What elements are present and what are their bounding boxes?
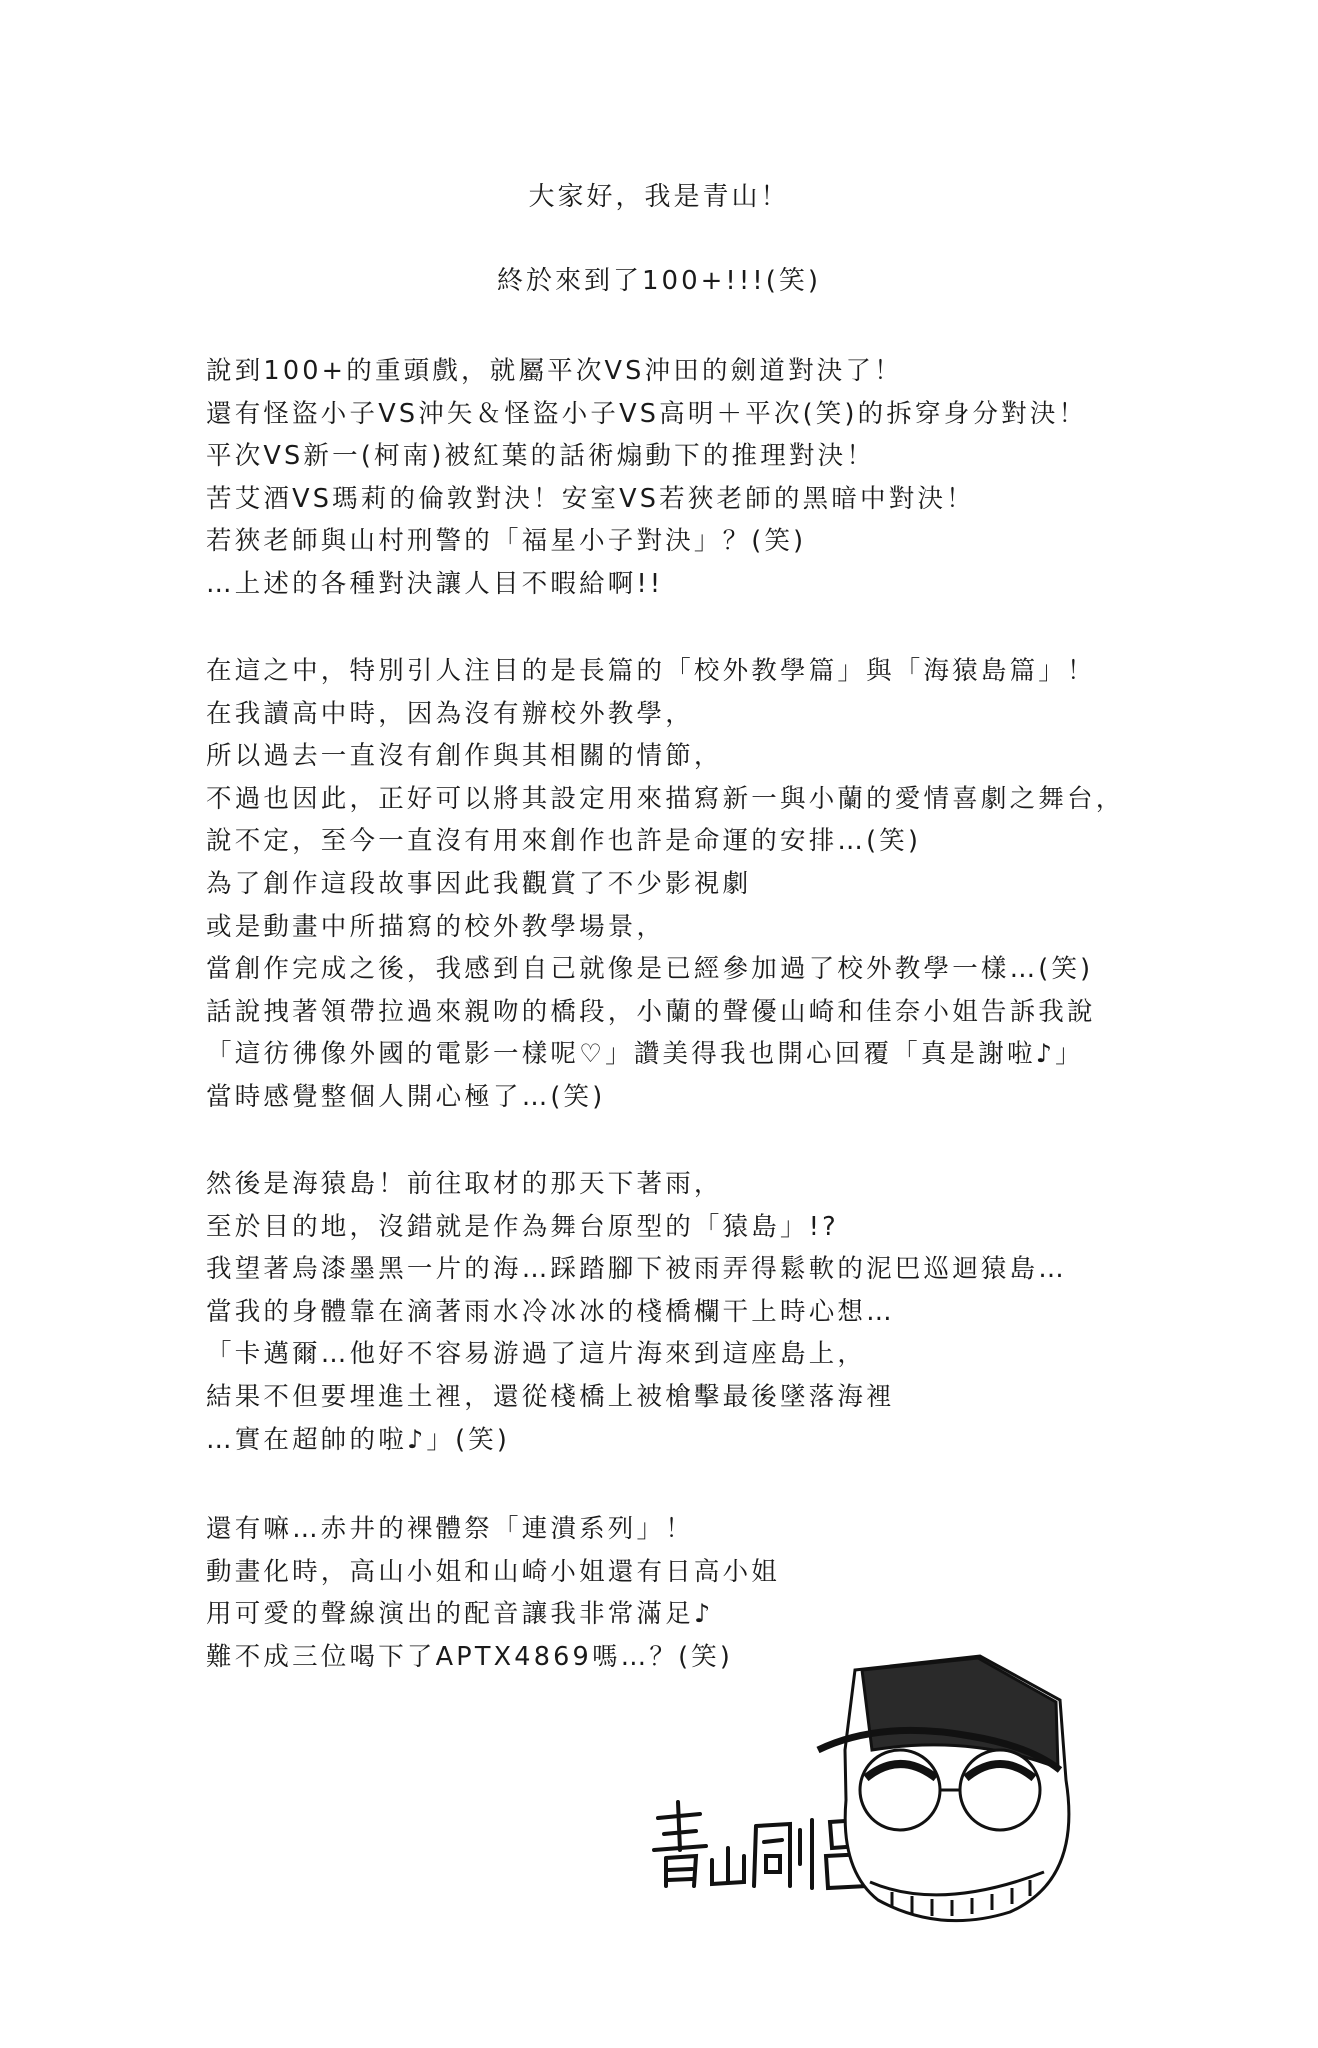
text-line: 還有嘛…赤井的裸體祭「連潰系列」！ bbox=[206, 1514, 694, 1544]
paragraph-3 bbox=[206, 1163, 1206, 1461]
text-line: 用可愛的聲線演出的配音讓我非常滿足♪ bbox=[206, 1599, 714, 1630]
text-line: 還有怪盜小子VS沖矢＆怪盜小子VS高明＋平次(笑)的拆穿身分對決！ bbox=[206, 398, 1088, 429]
cartoon-face-icon bbox=[818, 1656, 1069, 1921]
text-line: 平次VS新一(柯南)被紅葉的話術煽動下的推理對決！ bbox=[206, 441, 876, 472]
text-line: 不過也因此，正好可以將其設定用來描寫新一與小蘭的愛情喜劇之舞台， bbox=[206, 783, 1125, 814]
text-line: …上述的各種對決讓人目不暇給啊!! bbox=[206, 568, 664, 599]
text-line: 難不成三位喝下了APTX4869嗎…？(笑) bbox=[206, 1641, 734, 1672]
author-signature-self-portrait bbox=[640, 1650, 1120, 1950]
text-line: …實在超帥的啦♪」(笑) bbox=[206, 1424, 511, 1455]
text-line: 在我讀高中時，因為沒有辦校外教學， bbox=[206, 698, 694, 729]
text-line: 然後是海猿島！前往取材的那天下著雨， bbox=[206, 1169, 723, 1199]
text-line: 當創作完成之後，我感到自己就像是已經參加過了校外教學一樣…(笑) bbox=[206, 954, 1094, 985]
text-line: 動畫化時，高山小姐和山崎小姐還有日高小姐 bbox=[206, 1556, 781, 1587]
handwritten-signature bbox=[654, 1802, 876, 1892]
text-line: 或是動畫中所描寫的校外教學場景， bbox=[206, 911, 666, 942]
text-line: 至於目的地，沒錯就是作為舞台原型的「猿島」!? bbox=[206, 1211, 839, 1242]
text-line: 若狹老師與山村刑警的「福星小子對決」？(笑) bbox=[206, 526, 807, 557]
subtitle: 終於來到了100+!!!(笑) bbox=[497, 266, 821, 296]
text-line: 苦艾酒VS瑪莉的倫敦對決！安室VS若狹老師的黑暗中對決！ bbox=[206, 483, 975, 514]
text-line: 所以過去一直沒有創作與其相關的情節， bbox=[206, 741, 723, 772]
text-line: 為了創作這段故事因此我觀賞了不少影視劇 bbox=[206, 868, 752, 899]
text-line: 當時感覺整個人開心極了…(笑) bbox=[206, 1081, 606, 1112]
text-line: 說到100+的重頭戲，就屬平次VS沖田的劍道對決了！ bbox=[206, 356, 903, 386]
paragraph-1 bbox=[206, 350, 1206, 606]
text-line: 「這彷彿像外國的電影一樣呢♡」讚美得我也開心回覆「真是謝啦♪」 bbox=[206, 1039, 1084, 1070]
text-line: 「卡邁爾…他好不容易游過了這片海來到這座島上， bbox=[206, 1339, 867, 1370]
text-line: 話說拽著領帶拉過來親吻的橋段，小蘭的聲優山崎和佳奈小姐告訴我說 bbox=[206, 996, 1096, 1027]
paragraph-2 bbox=[206, 650, 1206, 1119]
text-line: 說不定，至今一直沒有用來創作也許是命運的安排…(笑) bbox=[206, 826, 922, 857]
text-line: 在這之中，特別引人注目的是長篇的「校外教學篇」與「海猿島篇」！ bbox=[206, 656, 1096, 686]
text-line: 我望著烏漆墨黑一片的海…踩踏腳下被雨弄得鬆軟的泥巴巡迴猿島… bbox=[206, 1254, 1068, 1285]
text-line: 結果不但要埋進土裡，還從棧橋上被槍擊最後墜落海裡 bbox=[206, 1381, 895, 1412]
text-line: 當我的身體靠在滴著雨水冷冰冰的棧橋欄干上時心想… bbox=[206, 1296, 895, 1327]
greeting: 大家好，我是青山！ bbox=[528, 182, 790, 212]
